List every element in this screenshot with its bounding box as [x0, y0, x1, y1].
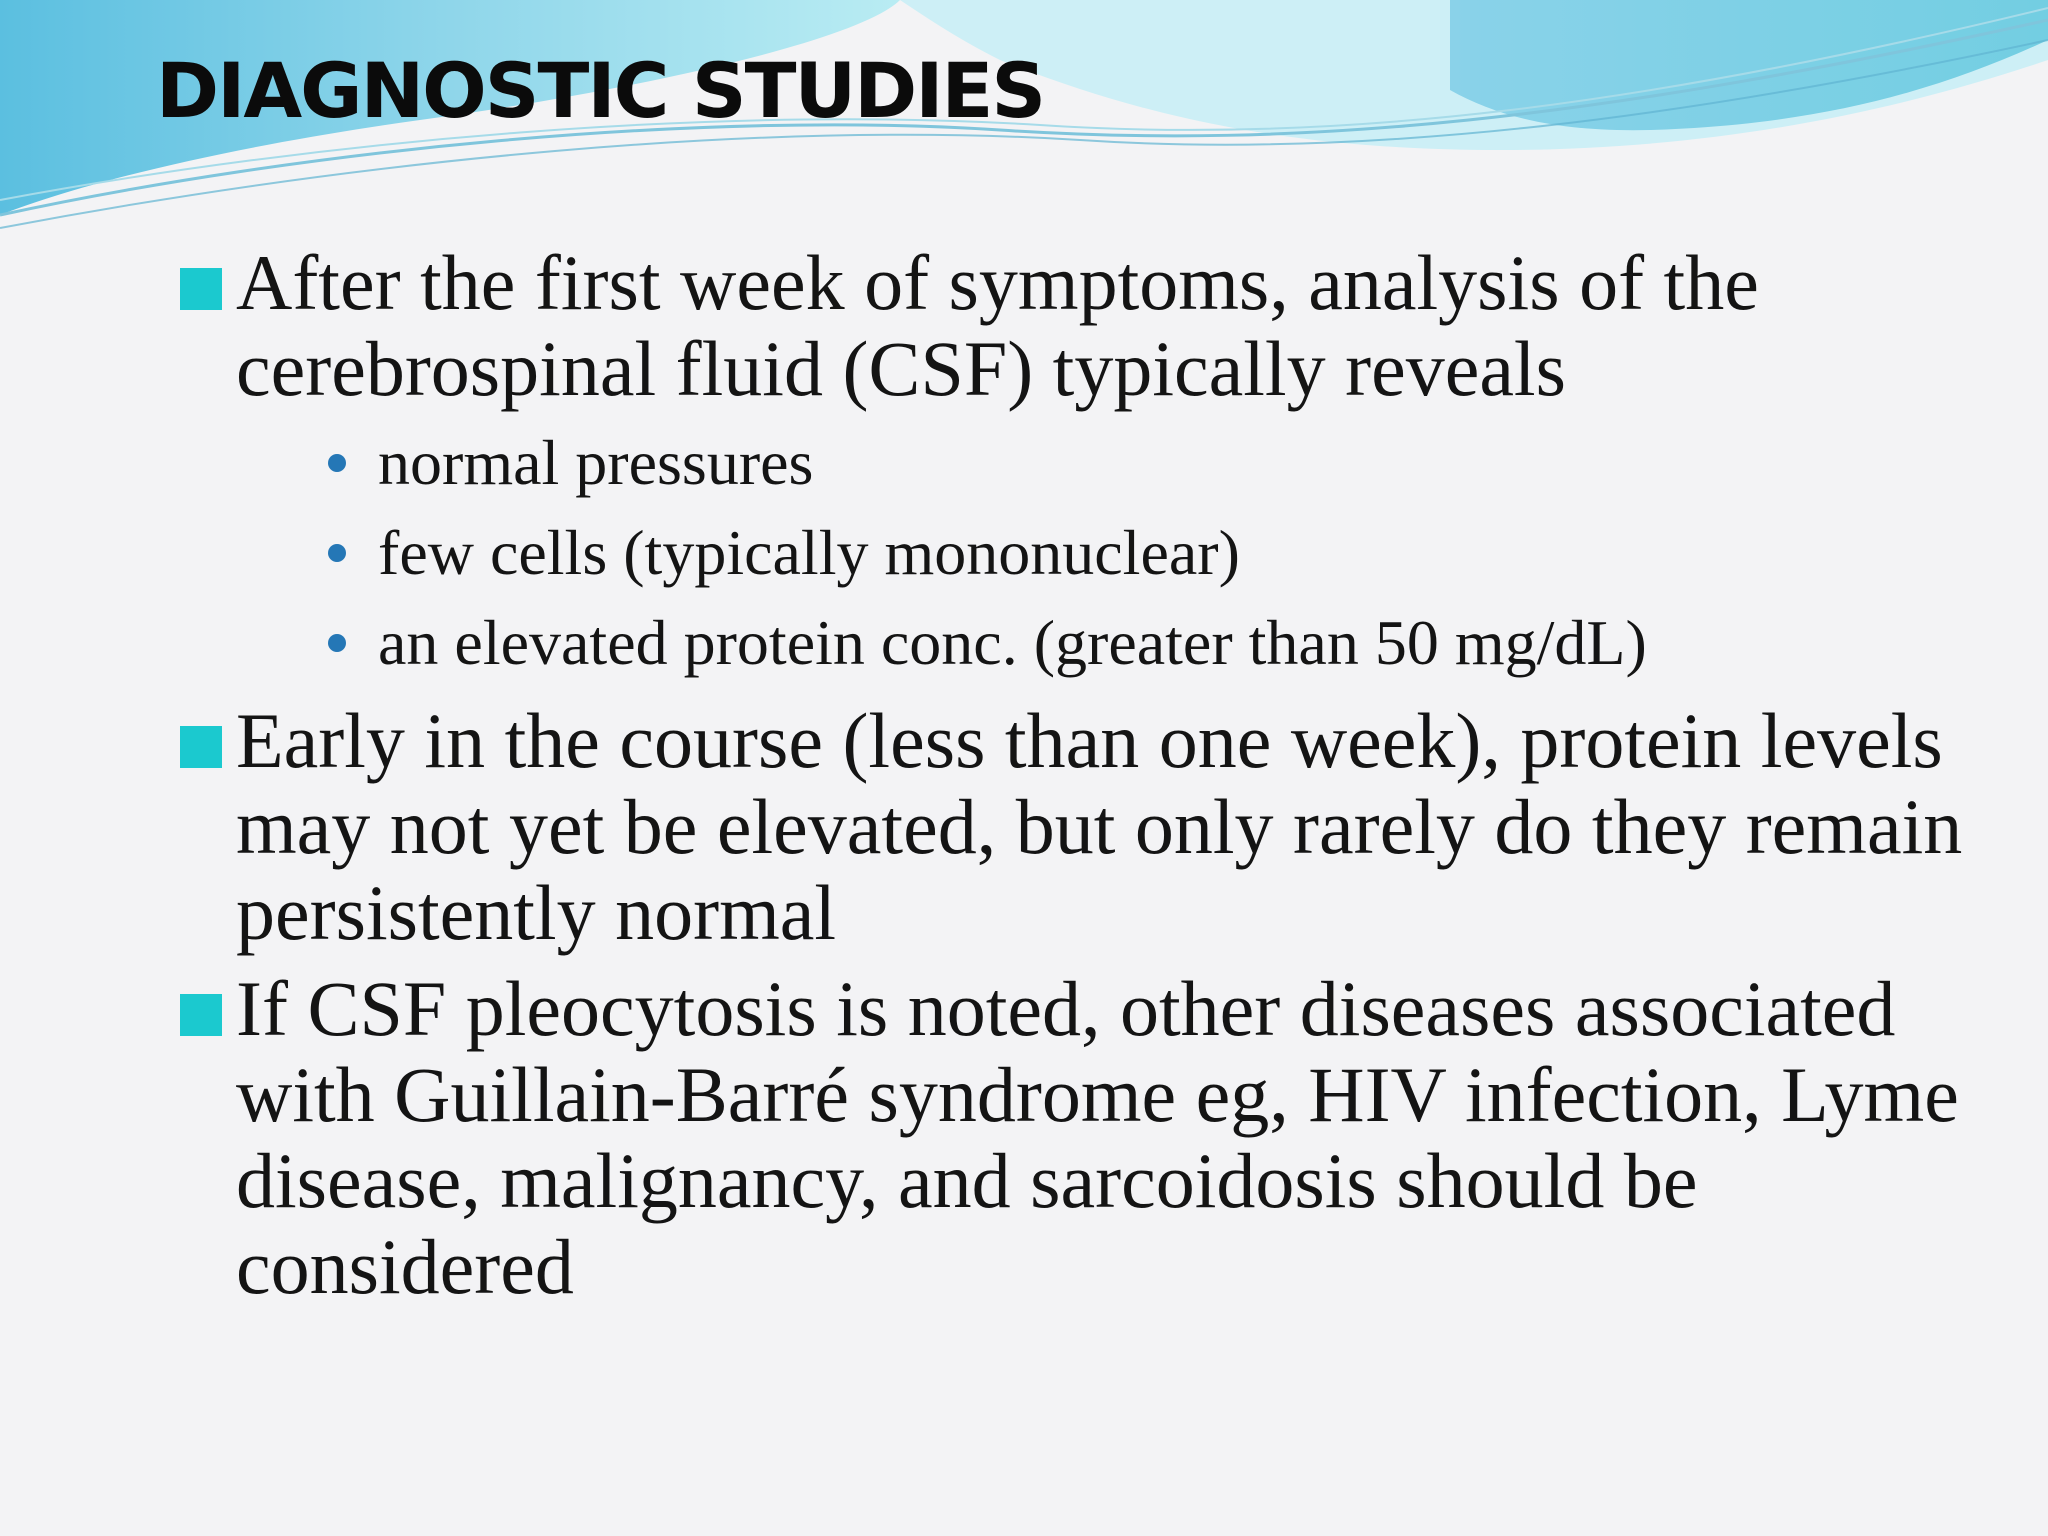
- bullet-text: Early in the course (less than one week), protein levels may not yet be elevated, but only rarely do they remain persistently normal: [236, 697, 1963, 956]
- square-bullet-icon: [180, 726, 222, 768]
- bullet-text: After the first week of symptoms, analysis of the cerebrospinal fluid (CSF) typically reveals: [236, 239, 1759, 412]
- sub-bullet-item: [236, 418, 1976, 508]
- sub-bullet-text: normal pressures: [378, 427, 814, 498]
- round-bullet-icon: [328, 454, 346, 472]
- bullet-item: [176, 698, 1976, 956]
- sub-bullet-item: [236, 598, 1976, 688]
- slide-title: DIAGNOSTIC STUDIES: [156, 46, 1045, 135]
- square-bullet-icon: [180, 268, 222, 310]
- sub-bullet-text: an elevated protein conc. (greater than 50 mg/dL): [378, 607, 1647, 678]
- round-bullet-icon: [328, 544, 346, 562]
- sub-bullet-list: [236, 418, 1976, 688]
- square-bullet-icon: [180, 994, 222, 1036]
- bullet-list: [176, 240, 1976, 1310]
- sub-bullet-text: few cells (typically mononuclear): [378, 517, 1240, 588]
- bullet-item: [176, 966, 1976, 1310]
- bullet-item: [176, 240, 1976, 688]
- bullet-text: If CSF pleocytosis is noted, other diseases associated with Guillain-Barré syndrome eg, HIV infection, Lyme disease, malignancy, and sarcoidosis should be considered: [236, 965, 1959, 1310]
- sub-bullet-item: [236, 508, 1976, 598]
- round-bullet-icon: [328, 634, 346, 652]
